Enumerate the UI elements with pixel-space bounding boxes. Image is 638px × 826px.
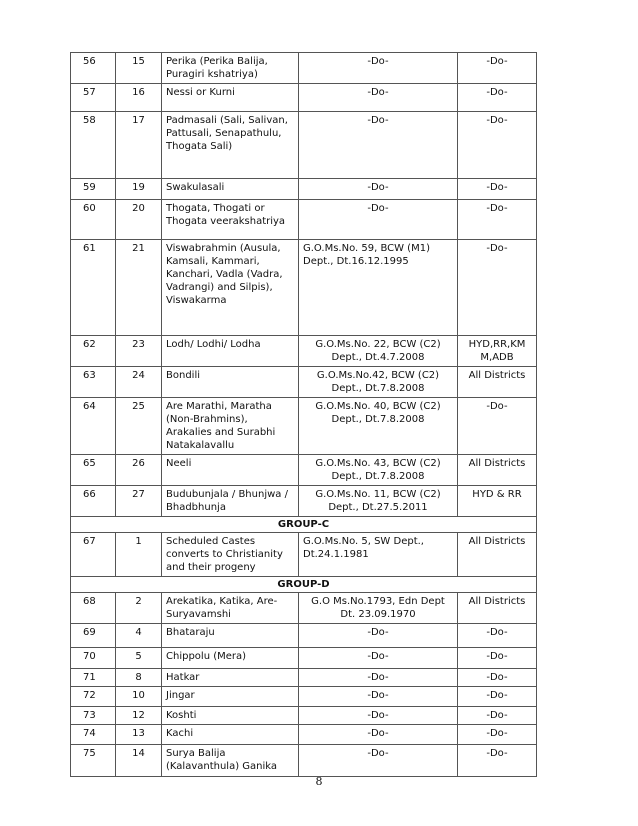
government-order: -Do- [299, 179, 458, 200]
group-serial-number: 24 [116, 367, 162, 398]
applicable-area: -Do- [458, 648, 537, 669]
group-serial-number: 26 [116, 455, 162, 486]
government-order: G.O.Ms.No. 5, SW Dept., Dt.24.1.1981 [299, 533, 458, 577]
serial-number: 61 [71, 240, 116, 336]
group-c-title: GROUP-C [71, 517, 537, 533]
page-number: 8 [315, 775, 323, 788]
caste-name: Padmasali (Sali, Salivan, Pattusali, Senapathulu, Thogata Sali) [162, 112, 299, 179]
table-row [71, 725, 537, 745]
applicable-area: -Do- [458, 398, 537, 455]
serial-number: 68 [71, 593, 116, 624]
applicable-area: HYD & RR [458, 486, 537, 517]
group-serial-number: 2 [116, 593, 162, 624]
caste-name: Arekatika, Katika, Are-Suryavamshi [162, 593, 299, 624]
government-order: G.O.Ms.No. 43, BCW (C2) Dept., Dt.7.8.2008 [299, 455, 458, 486]
serial-number: 60 [71, 200, 116, 240]
table-row [71, 687, 537, 707]
applicable-area: All Districts [458, 533, 537, 577]
serial-number: 71 [71, 669, 116, 687]
serial-number: 73 [71, 707, 116, 725]
government-order: -Do- [299, 669, 458, 687]
applicable-area: -Do- [458, 112, 537, 179]
government-order: G.O.Ms.No. 11, BCW (C2) Dept., Dt.27.5.2011 [299, 486, 458, 517]
table-row [71, 455, 537, 486]
caste-name: Hatkar [162, 669, 299, 687]
caste-list-table-wrapper [70, 52, 536, 777]
applicable-area: -Do- [458, 179, 537, 200]
serial-number: 69 [71, 624, 116, 648]
group-serial-number: 5 [116, 648, 162, 669]
serial-number: 59 [71, 179, 116, 200]
caste-name: Chippolu (Mera) [162, 648, 299, 669]
table-row [71, 648, 537, 669]
applicable-area: -Do- [458, 200, 537, 240]
applicable-area: -Do- [458, 707, 537, 725]
applicable-area: -Do- [458, 84, 537, 112]
caste-name: Koshti [162, 707, 299, 725]
group-serial-number: 10 [116, 687, 162, 707]
table-row [71, 84, 537, 112]
serial-number: 66 [71, 486, 116, 517]
government-order: G.O.Ms.No.42, BCW (C2) Dept., Dt.7.8.2008 [299, 367, 458, 398]
serial-number: 56 [71, 53, 116, 84]
caste-name: Are Marathi, Maratha (Non-Brahmins), Arakalies and Surabhi Natakalavallu [162, 398, 299, 455]
government-order: G.O.Ms.No. 22, BCW (C2) Dept., Dt.4.7.2008 [299, 336, 458, 367]
table-row [71, 624, 537, 648]
table-row [71, 336, 537, 367]
caste-name: Perika (Perika Balija, Puragiri kshatriya) [162, 53, 299, 84]
group-c-header-row [71, 517, 537, 533]
serial-number: 75 [71, 745, 116, 777]
group-serial-number: 4 [116, 624, 162, 648]
applicable-area: -Do- [458, 240, 537, 336]
table-row [71, 398, 537, 455]
group-serial-number: 20 [116, 200, 162, 240]
government-order: G.O.Ms.No. 59, BCW (M1) Dept., Dt.16.12.1995 [299, 240, 458, 336]
government-order: -Do- [299, 84, 458, 112]
group-d-header-row [71, 577, 537, 593]
caste-list-table [70, 52, 537, 777]
table-row [71, 533, 537, 577]
serial-number: 57 [71, 84, 116, 112]
caste-name: Kachi [162, 725, 299, 745]
caste-name: Lodh/ Lodhi/ Lodha [162, 336, 299, 367]
table-row [71, 707, 537, 725]
caste-name: Thogata, Thogati or Thogata veerakshatriya [162, 200, 299, 240]
caste-name: Swakulasali [162, 179, 299, 200]
government-order: -Do- [299, 200, 458, 240]
table-row [71, 486, 537, 517]
table-row [71, 669, 537, 687]
applicable-area: -Do- [458, 687, 537, 707]
caste-name: Scheduled Castes converts to Christianity and their progeny [162, 533, 299, 577]
group-serial-number: 13 [116, 725, 162, 745]
group-serial-number: 27 [116, 486, 162, 517]
table-row [71, 112, 537, 179]
applicable-area: HYD,RR,KM M,ADB [458, 336, 537, 367]
applicable-area: -Do- [458, 53, 537, 84]
applicable-area: -Do- [458, 624, 537, 648]
caste-name: Surya Balija (Kalavanthula) Ganika [162, 745, 299, 777]
caste-name: Neeli [162, 455, 299, 486]
government-order: -Do- [299, 112, 458, 179]
group-serial-number: 19 [116, 179, 162, 200]
serial-number: 74 [71, 725, 116, 745]
applicable-area: -Do- [458, 725, 537, 745]
applicable-area: All Districts [458, 593, 537, 624]
table-row [71, 593, 537, 624]
government-order: -Do- [299, 725, 458, 745]
caste-name: Jingar [162, 687, 299, 707]
applicable-area: -Do- [458, 669, 537, 687]
table-row [71, 367, 537, 398]
government-order: -Do- [299, 707, 458, 725]
group-serial-number: 14 [116, 745, 162, 777]
table-row [71, 745, 537, 777]
serial-number: 72 [71, 687, 116, 707]
serial-number: 65 [71, 455, 116, 486]
caste-name: Bhataraju [162, 624, 299, 648]
government-order: -Do- [299, 624, 458, 648]
government-order: -Do- [299, 687, 458, 707]
applicable-area: All Districts [458, 455, 537, 486]
group-serial-number: 17 [116, 112, 162, 179]
government-order: -Do- [299, 53, 458, 84]
serial-number: 67 [71, 533, 116, 577]
group-serial-number: 12 [116, 707, 162, 725]
table-row [71, 200, 537, 240]
caste-name: Bondili [162, 367, 299, 398]
serial-number: 58 [71, 112, 116, 179]
group-serial-number: 21 [116, 240, 162, 336]
group-serial-number: 1 [116, 533, 162, 577]
group-serial-number: 23 [116, 336, 162, 367]
caste-name: Viswabrahmin (Ausula, Kamsali, Kammari, Kanchari, Vadla (Vadra, Vadrangi) and Silpis), Viswakarma [162, 240, 299, 336]
table-row [71, 179, 537, 200]
government-order: -Do- [299, 648, 458, 669]
group-serial-number: 15 [116, 53, 162, 84]
serial-number: 64 [71, 398, 116, 455]
caste-name: Budubunjala / Bhunjwa / Bhadbhunja [162, 486, 299, 517]
serial-number: 62 [71, 336, 116, 367]
table-row [71, 240, 537, 336]
group-serial-number: 8 [116, 669, 162, 687]
applicable-area: -Do- [458, 745, 537, 777]
group-serial-number: 16 [116, 84, 162, 112]
caste-name: Nessi or Kurni [162, 84, 299, 112]
group-serial-number: 25 [116, 398, 162, 455]
table-row [71, 53, 537, 84]
government-order: G.O Ms.No.1793, Edn Dept Dt. 23.09.1970 [299, 593, 458, 624]
serial-number: 63 [71, 367, 116, 398]
government-order: -Do- [299, 745, 458, 777]
applicable-area: All Districts [458, 367, 537, 398]
group-d-title: GROUP-D [71, 577, 537, 593]
government-order: G.O.Ms.No. 40, BCW (C2) Dept., Dt.7.8.2008 [299, 398, 458, 455]
serial-number: 70 [71, 648, 116, 669]
